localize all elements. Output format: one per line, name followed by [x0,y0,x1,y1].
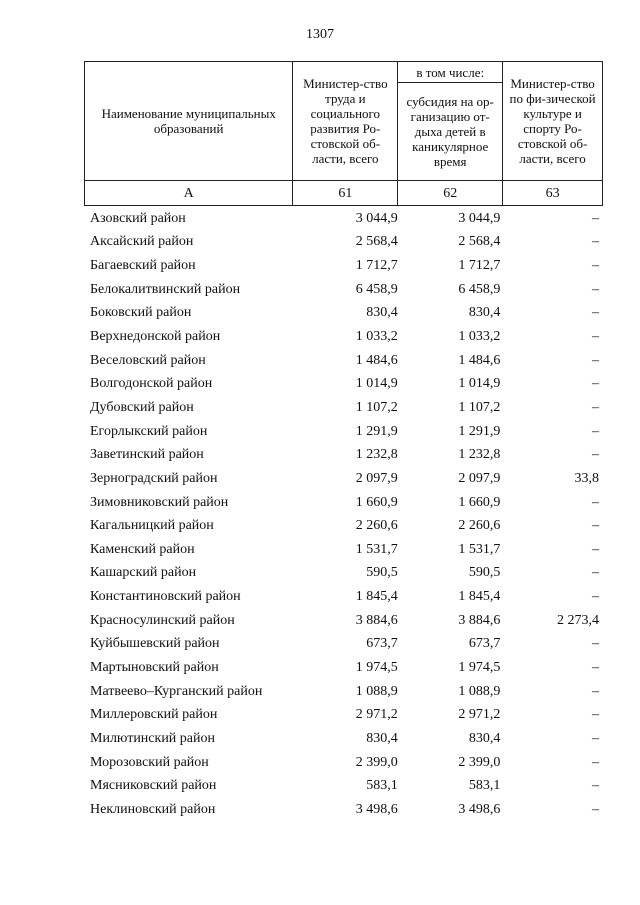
value-62: 3 044,9 [458,210,501,226]
table-row [84,703,603,727]
header-name: Наименование муниципальных образований [85,62,293,181]
value-62: 2 260,6 [458,518,501,534]
value-61: 2 568,4 [355,234,398,250]
table-row [84,585,603,609]
value-61: 3 498,6 [355,801,398,817]
table-row [84,207,603,231]
value-62: 1 712,7 [458,258,501,274]
header-num-61: 61 [293,181,398,206]
district-name: Белокалитвинский район [90,281,241,297]
district-name: Кашарский район [90,565,197,581]
district-name: Багаевский район [90,258,196,274]
value-62: 2 568,4 [458,234,501,250]
header-num-a: А [85,181,293,206]
district-name: Каменский район [90,541,195,557]
table-row [84,491,603,515]
district-name: Дубовский район [90,399,194,415]
district-name: Зимовниковский район [90,494,229,510]
table-row [84,656,603,680]
district-name: Верхнедонской район [90,329,221,345]
value-61: 1 033,2 [355,329,398,345]
value-61: 1 291,9 [355,423,398,439]
value-63: – [592,258,599,274]
value-63: – [592,399,599,415]
value-63: – [592,518,599,534]
value-62: 1 660,9 [458,494,501,510]
district-name: Боковский район [90,305,192,321]
value-61: 1 232,8 [355,447,398,463]
district-name: Милютинский район [90,730,216,746]
value-62: 2 971,2 [458,707,501,723]
table-row [84,231,603,255]
header-ministry-sport: Министер-ство по фи-зической культуре и спорту Ро-стовской об-ласти, всего [503,62,603,181]
value-63: – [592,683,599,699]
district-name: Заветинский район [90,447,204,463]
value-62: 2 399,0 [458,754,501,770]
value-61: 1 712,7 [355,258,398,274]
value-63: 2 273,4 [557,612,599,628]
value-63: – [592,352,599,368]
table-row [84,396,603,420]
value-63: – [592,589,599,605]
value-61: 3 884,6 [355,612,398,628]
value-62: 1 014,9 [458,376,501,392]
value-62: 830,4 [468,730,501,746]
district-name: Мартыновский район [90,659,219,675]
value-63: – [592,447,599,463]
value-63: – [592,376,599,392]
table-row [84,538,603,562]
value-62: 830,4 [468,305,501,321]
value-62: 1 232,8 [458,447,501,463]
table-row [84,467,603,491]
value-63: – [592,659,599,675]
value-62: 1 107,2 [458,399,501,415]
table-row [84,609,603,633]
district-name: Константиновский район [90,589,241,605]
value-62: 1 531,7 [458,541,501,557]
district-name: Аксайский район [90,234,194,250]
header-ministry-labor: Министер-ство труда и социального развития Ро-стовской об-ласти, всего [293,62,398,181]
value-63: – [592,801,599,817]
value-61: 1 974,5 [355,659,398,675]
value-61: 3 044,9 [355,210,398,226]
header-num-62: 62 [398,181,503,206]
table-row [84,774,603,798]
table-row [84,798,603,822]
value-61: 2 399,0 [355,754,398,770]
table-row [84,443,603,467]
district-name: Кагальницкий район [90,518,214,534]
value-61: 583,1 [366,778,398,794]
value-62: 6 458,9 [458,281,501,297]
district-name: Куйбышевский район [90,636,220,652]
table-row [84,278,603,302]
value-63: – [592,329,599,345]
table-header [84,61,603,206]
value-61: 1 531,7 [355,541,398,557]
value-63: – [592,730,599,746]
value-61: 1 845,4 [355,589,398,605]
value-62: 1 845,4 [458,589,501,605]
table-body [84,207,603,822]
table-row [84,751,603,775]
district-name: Неклиновский район [90,801,216,817]
value-63: – [592,636,599,652]
value-62: 3 498,6 [458,801,501,817]
value-62: 673,7 [468,636,501,652]
table-row [84,514,603,538]
value-63: – [592,778,599,794]
district-name: Волгодонской район [90,376,213,392]
value-62: 1 088,9 [458,683,501,699]
header-num-63: 63 [503,181,603,206]
value-63: – [592,754,599,770]
value-62: 1 033,2 [458,329,501,345]
value-62: 1 291,9 [458,423,501,439]
district-name: Азовский район [90,210,186,226]
table-row [84,372,603,396]
table-row [84,302,603,326]
district-name: Миллеровский район [90,707,218,723]
table-row [84,727,603,751]
value-61: 590,5 [366,565,398,581]
district-name: Матвеево–Курганский район [90,683,263,699]
value-61: 1 088,9 [355,683,398,699]
value-61: 1 660,9 [355,494,398,510]
table-row [84,680,603,704]
value-61: 2 260,6 [355,518,398,534]
value-63: – [592,210,599,226]
value-61: 830,4 [366,730,398,746]
district-name: Красносулинский район [90,612,235,628]
value-63: – [592,541,599,557]
header-subsidy: субсидия на ор-ганизацию от-дыха детей в каникулярное время [398,83,503,181]
value-63: – [592,565,599,581]
value-63: – [592,281,599,297]
value-62: 1 974,5 [458,659,501,675]
value-61: 2 097,9 [355,470,398,486]
value-62: 590,5 [468,565,501,581]
value-61: 673,7 [366,636,398,652]
value-63: – [592,707,599,723]
value-61: 1 014,9 [355,376,398,392]
district-name: Морозовский район [90,754,209,770]
district-name: Веселовский район [90,352,206,368]
value-62: 2 097,9 [458,470,501,486]
page-number: 1307 [306,27,334,42]
value-62: 583,1 [468,778,501,794]
table-row [84,349,603,373]
value-63: – [592,423,599,439]
district-name: Зерноградский район [90,470,218,486]
value-62: 1 484,6 [458,352,501,368]
value-61: 830,4 [366,305,398,321]
table-row [84,420,603,444]
header-including: в том числе: [398,62,503,83]
value-63: – [592,494,599,510]
table-row [84,633,603,657]
value-62: 3 884,6 [458,612,501,628]
value-63: – [592,234,599,250]
value-61: 1 484,6 [355,352,398,368]
value-61: 2 971,2 [355,707,398,723]
district-name: Егорлыкский район [90,423,208,439]
table-row [84,325,603,349]
table-row [84,254,603,278]
value-63: 33,8 [574,470,599,486]
table-row [84,562,603,586]
value-61: 1 107,2 [355,399,398,415]
value-61: 6 458,9 [355,281,398,297]
district-name: Мясниковский район [90,778,217,794]
value-63: – [592,305,599,321]
